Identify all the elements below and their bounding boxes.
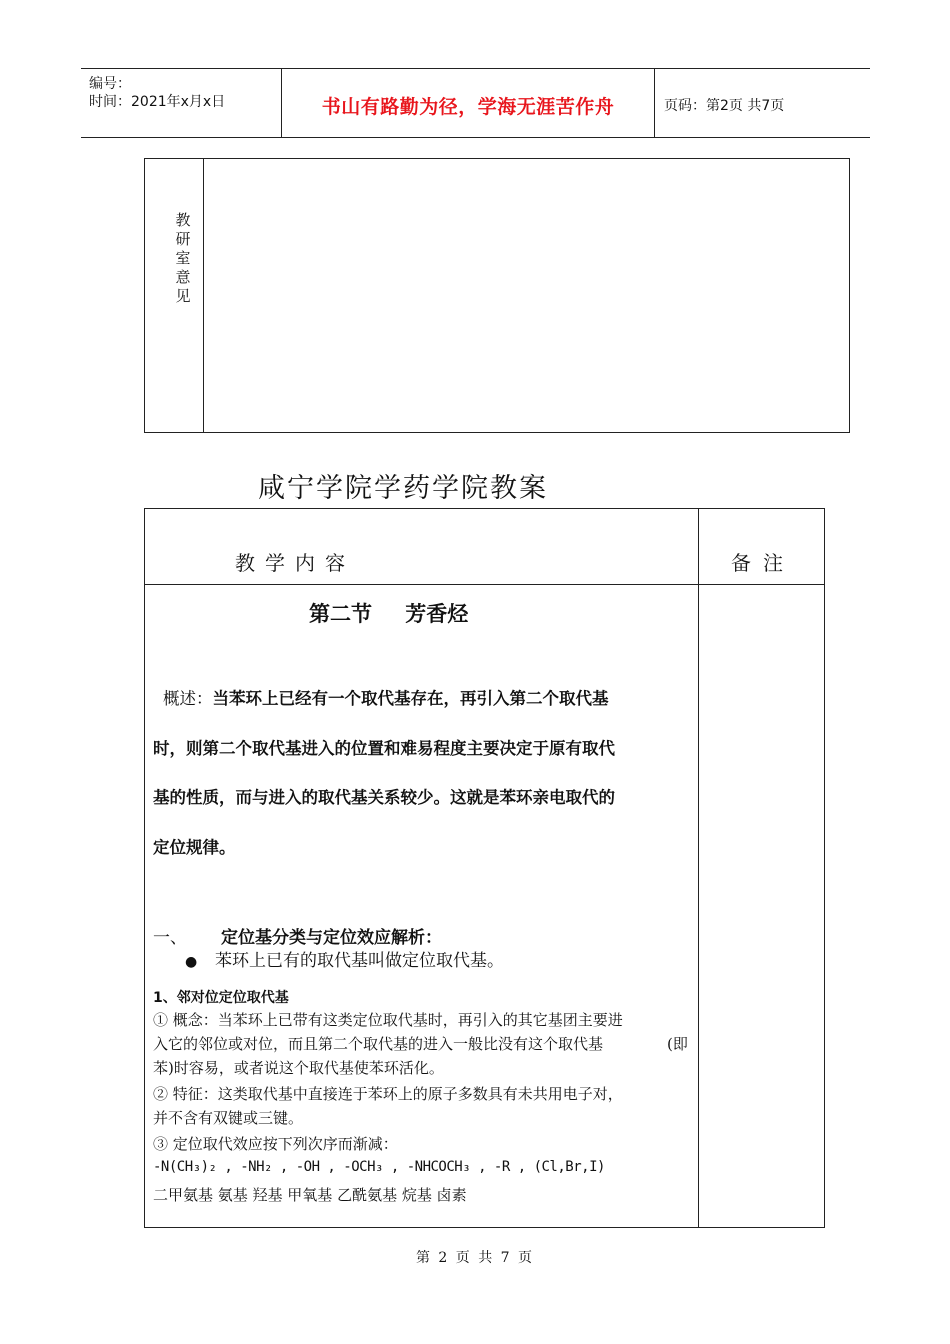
bullet-item bbox=[185, 946, 504, 971]
overview-line-4 bbox=[153, 834, 693, 858]
overview-text-3: 基的性质，而与进入的取代基关系较少。这就是苯环亲电取代的 bbox=[153, 788, 615, 807]
overview-text-4: 定位规律。 bbox=[153, 838, 236, 857]
feature-line-1: ② 特征：这类取代基中直接连于苯环上的原子多数具有未共用电子对， bbox=[153, 1085, 623, 1103]
overview-line-3 bbox=[153, 784, 693, 808]
office-opinion-label-char: 见 bbox=[175, 287, 191, 305]
heading-text: 定位基分类与定位效应解析： bbox=[221, 928, 442, 948]
header-band bbox=[81, 68, 870, 138]
column-header-notes: 备注 bbox=[731, 551, 795, 575]
lesson-table bbox=[144, 508, 825, 1228]
heading-number: 一、 bbox=[153, 928, 187, 948]
concept-line-2: 入它的邻位或对位，而且第二个取代基的进入一般比没有这个取代基 bbox=[153, 1035, 604, 1053]
concept-line-2-paren: (即 bbox=[667, 1035, 688, 1053]
header-row-divider bbox=[145, 584, 824, 585]
overview-text-2: 时，则第二个取代基进入的位置和难易程度主要决定于原有取代 bbox=[153, 739, 615, 758]
group-names: 二甲氨基 氨基 羟基 甲氧基 乙酰氨基 烷基 卤素 bbox=[153, 1186, 467, 1204]
office-opinion-label-column bbox=[145, 159, 204, 432]
page-title: 咸宁学院学药学院教案 bbox=[258, 473, 548, 504]
office-opinion-label-char: 意 bbox=[175, 268, 191, 286]
office-opinion-label-char: 研 bbox=[175, 230, 191, 248]
effect-line: ③ 定位取代效应按下列次序而渐减： bbox=[153, 1135, 398, 1153]
bullet-dot-icon: ● bbox=[185, 954, 198, 970]
time-label: 时间：2021年x月x日 bbox=[89, 94, 226, 110]
page-info: 页码：第2页 共7页 bbox=[664, 98, 785, 114]
header-meta bbox=[81, 69, 281, 137]
section-title: 第二节 芳香烃 bbox=[309, 602, 469, 626]
overview-line-1 bbox=[163, 685, 703, 709]
group-formulas: -N(CH₃)₂ , -NH₂ , -OH , -OCH₃ , -NHCOCH₃ , -R , (Cl,Br,I) bbox=[153, 1159, 605, 1175]
column-header-content: 教学内容 bbox=[235, 551, 355, 575]
office-opinion-box bbox=[144, 158, 850, 433]
concept-line-1: ① 概念：当苯环上已带有这类定位取代基时，再引入的其它基团主要进 bbox=[153, 1011, 623, 1029]
overview-text-1: 当苯环上已经有一个取代基存在，再引入第二个取代基 bbox=[212, 689, 609, 708]
office-opinion-label-char: 室 bbox=[175, 249, 191, 267]
concept-line-3: 苯)时容易，或者说这个取代基使苯环活化。 bbox=[153, 1059, 444, 1077]
header-page-cell bbox=[654, 69, 870, 137]
office-opinion-label-char: 教 bbox=[175, 211, 191, 229]
bullet-text: 苯环上已有的取代基叫做定位取代基。 bbox=[215, 951, 504, 971]
page-footer: 第 2 页 共 7 页 bbox=[415, 1250, 535, 1266]
heading-one bbox=[153, 923, 442, 948]
sub-heading: 1、邻对位定位取代基 bbox=[153, 990, 289, 1006]
overview-label: 概述： bbox=[163, 689, 213, 708]
feature-line-2: 并不含有双键或三键。 bbox=[153, 1109, 304, 1127]
header-motto-cell bbox=[281, 69, 655, 137]
motto: 书山有路勤为径，学海无涯苦作舟 bbox=[321, 96, 615, 118]
number-label: 编号： bbox=[89, 76, 131, 92]
overview-line-2 bbox=[153, 735, 693, 759]
office-opinion-label bbox=[175, 211, 191, 306]
column-divider bbox=[698, 509, 699, 1227]
